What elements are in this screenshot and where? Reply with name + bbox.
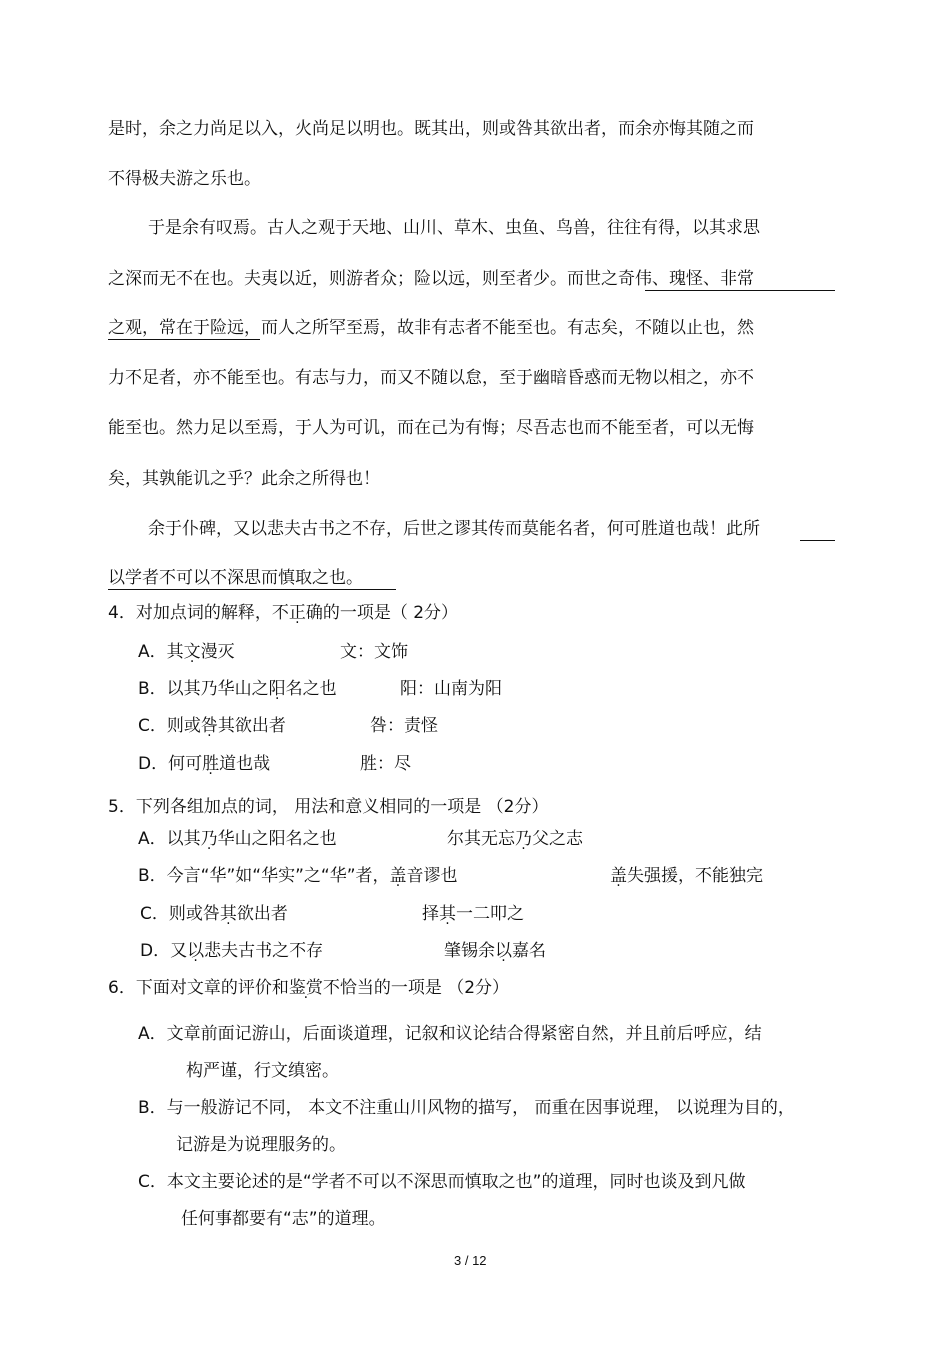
q4-a-dotted: 文 bbox=[183, 642, 201, 662]
q6-stem-score: 的一项是 （2分） bbox=[373, 978, 510, 998]
q5-option-a-left bbox=[138, 828, 337, 850]
passage-line-9: 余于仆碑，又以悲夫古书之不存，后世之谬其传而莫能名者，何可胜道也哉！此所 bbox=[148, 519, 760, 539]
q5-a1-pre: A．以其 bbox=[138, 829, 201, 849]
q5-a2-pre: 尔其无忘 bbox=[447, 829, 515, 849]
q4-option-c bbox=[138, 715, 286, 737]
q4-d-dotted: 胜 bbox=[202, 754, 220, 774]
q5-c1-post: 欲出者 bbox=[236, 904, 288, 924]
q5-option-d-right bbox=[444, 940, 546, 962]
passage-line-4-text: 之深而无不在也。夫夷以近，则游者众；险以远，则至者少。而世之 bbox=[108, 269, 618, 289]
q4-stem-score: 的一项是（ 2分） bbox=[322, 603, 459, 623]
q6-stem-dotted: 评价和鉴赏不恰当 · bbox=[238, 978, 374, 998]
q6-option-b-line-1: B．与一般游记不同， 本文不注重山川风物的描写， 而重在因事说理， 以说理为目的， bbox=[138, 1098, 795, 1118]
q5-option-c-left bbox=[140, 903, 288, 925]
q4-option-d-explanation: 胜：尽 bbox=[360, 754, 411, 774]
q4-b-post: 名之也 bbox=[285, 679, 337, 699]
q5-option-b-left bbox=[138, 865, 458, 887]
underline-3 bbox=[800, 540, 835, 541]
q4-stem-text: 4．对加点词的解释， bbox=[108, 603, 272, 623]
q5-b1-dotted: 盖 bbox=[389, 866, 407, 886]
q5-b2-post: 失强援，不能独完 bbox=[627, 866, 763, 886]
passage-line-7: 能至也。然力足以至焉，于人为可讥，而在己为有悔；尽吾志也而不能至者，可以无悔 bbox=[108, 418, 754, 438]
q5-d2-pre: 肇锡余 bbox=[444, 941, 495, 961]
q5-option-d-left bbox=[140, 940, 323, 962]
passage-line-6: 力不足者，亦不能至也。有志与力，而又不随以怠，至于幽暗昏惑而无物以相之，亦不 bbox=[108, 368, 754, 388]
q6-option-c-line-1: C．本文主要论述的是“学者不可以不深思而慎取之也”的道理，同时也谈及到凡做 bbox=[138, 1172, 746, 1192]
passage-line-1: 是时，余之力尚足以入，火尚足以明也。既其出，则或咎其欲出者，而余亦悔其随之而 bbox=[108, 119, 754, 139]
q5-stem: 5．下列各组加点的词， 用法和意义相同的一项是 （2分） bbox=[108, 797, 549, 817]
q5-a1-dotted: 乃 bbox=[200, 829, 218, 849]
q6-option-a-line-2: 构严谨，行文缜密。 bbox=[186, 1061, 339, 1081]
underlined-phrase-1: 奇伟、瑰怪、非常 bbox=[618, 269, 754, 289]
q5-c2-post: 一二叩之 bbox=[456, 904, 524, 924]
q5-a2-post: 父之志 bbox=[532, 829, 583, 849]
q5-c1-dotted: 其 bbox=[219, 904, 237, 924]
q6-stem bbox=[108, 977, 509, 999]
q5-d2-dotted: 以 bbox=[495, 941, 512, 961]
q5-option-b-right bbox=[610, 865, 763, 887]
q4-b-pre: B．以其乃华山之 bbox=[138, 679, 269, 699]
underline-4 bbox=[108, 589, 396, 590]
q5-b1-post: 音谬也 bbox=[406, 866, 458, 886]
q4-option-c-explanation: 咎：责怪 bbox=[370, 716, 438, 736]
q6-option-c-line-2: 任何事都要有“志”的道理。 bbox=[181, 1209, 386, 1229]
q4-option-b bbox=[138, 678, 337, 700]
underline-1 bbox=[645, 290, 835, 291]
q6-stem-text: 6．下面对文章的 bbox=[108, 978, 238, 998]
q5-d1-pre: D．又 bbox=[140, 941, 188, 961]
q4-a-pre: A．其 bbox=[138, 642, 184, 662]
underline-2 bbox=[108, 339, 260, 340]
page-number: 3 / 12 bbox=[454, 1253, 487, 1268]
q5-a2-dotted: 乃 bbox=[515, 829, 532, 849]
underlined-phrase-2: 之观，常在于险远， bbox=[108, 318, 261, 338]
passage-line-10: 以学者不可以不深思而慎取之也。 bbox=[108, 568, 363, 588]
q4-stem-dotted: 不正确 bbox=[271, 603, 323, 623]
q6-option-b-line-2: 记游是为说理服务的。 bbox=[176, 1135, 346, 1155]
q4-option-a-explanation: 文：文饰 bbox=[340, 642, 408, 662]
q4-stem bbox=[108, 602, 458, 624]
passage-line-8: 矣，其孰能讥之乎？此余之所得也！ bbox=[108, 469, 380, 489]
passage-line-5 bbox=[108, 317, 754, 339]
q4-a-post: 漫灭 bbox=[200, 642, 235, 662]
q5-d1-dotted: 以 bbox=[187, 941, 205, 961]
passage-line-3: 于是余有叹焉。古人之观于天地、山川、草木、虫鱼、鸟兽，往往有得，以其求思 bbox=[148, 218, 760, 238]
passage-line-5-text: 而人之所罕至焉，故非有志者不能至也。有志矣，不随以止也，然 bbox=[261, 318, 754, 338]
q4-option-b-explanation: 阳：山南为阳 bbox=[400, 679, 502, 699]
q4-option-d bbox=[138, 753, 270, 775]
q5-b2-dotted: 盖 bbox=[610, 866, 627, 886]
q4-c-post: 其欲出者 bbox=[217, 716, 286, 736]
passage-line-2: 不得极夫游之乐也。 bbox=[108, 169, 261, 189]
q5-c1-pre: C．则或咎 bbox=[140, 904, 220, 924]
q5-c2-pre: 择 bbox=[422, 904, 439, 924]
q5-d1-post: 悲夫古书之不存 bbox=[204, 941, 324, 961]
q4-c-pre: C．则或 bbox=[138, 716, 201, 736]
q4-b-dotted: 阳 bbox=[268, 679, 286, 699]
q4-option-a bbox=[138, 641, 235, 663]
passage-line-4 bbox=[108, 268, 754, 290]
q4-d-pre: D．何可 bbox=[138, 754, 203, 774]
q5-option-c-right bbox=[422, 903, 524, 925]
q4-d-post: 道也哉 bbox=[219, 754, 271, 774]
q5-option-a-right bbox=[447, 828, 583, 850]
q5-b1-pre: B．今言“华”如“华实”之“华”者， bbox=[138, 866, 390, 886]
q5-c2-dotted: 其 bbox=[439, 904, 456, 924]
q5-d2-post: 嘉名 bbox=[512, 941, 546, 961]
q5-a1-post: 华山之阳名之也 bbox=[217, 829, 337, 849]
q4-c-dotted: 咎 bbox=[200, 716, 218, 736]
q6-option-a-line-1: A．文章前面记游山，后面谈道理，记叙和议论结合得紧密自然，并且前后呼应，结 bbox=[138, 1024, 762, 1044]
